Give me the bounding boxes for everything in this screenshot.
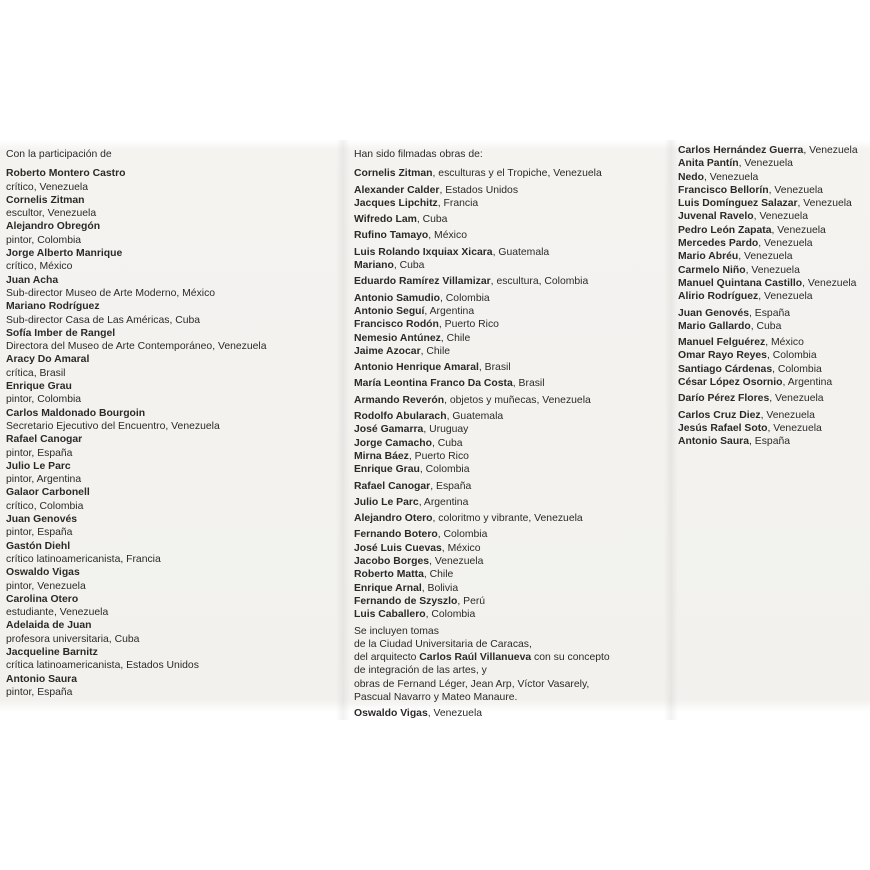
participant-role: pintor, España [6,527,73,539]
filmed-work-entry [678,290,858,303]
artist-name: Fernando de Szyszlo [354,595,458,607]
artist-detail: , Bolivia [421,582,459,594]
artist-name: Jorge Camacho [354,437,432,449]
artist-detail: , Colombia [440,292,490,304]
artist-name: María Leontina Franco Da Costa [354,378,513,390]
artist-detail: , Cuba [393,260,425,272]
filmed-work-entry [354,528,610,541]
artist-name: Mercedes Pardo [678,238,759,250]
artist-name: Luis Caballero [354,609,426,621]
filmed-works-column-continued [678,144,858,449]
participant-name: Galaor Carbonell [6,487,90,499]
filmed-work-entry [354,437,610,450]
artist-name: Francisco Rodón [354,319,439,331]
participant-name: Antonio Saura [6,673,78,685]
participant-name: Julio Le Parc [6,460,71,472]
artist-detail: , Uruguay [423,424,469,436]
participant-role: Directora del Museo de Arte Contemporáneo, Venezuela [6,341,267,353]
filmed-work-entry [678,336,858,349]
artist-detail: , México [765,337,804,349]
participants-intro: Con la participación de [6,149,112,160]
filmed-work-entry [354,542,610,555]
filmed-work-entry [678,320,858,333]
filmed-work-entry [354,450,610,463]
artist-detail: , Venezuela [797,198,852,210]
artist-name: Manuel Quintana Castillo [678,277,803,289]
filmed-work-entry [354,345,610,358]
filmed-work-entry [354,246,610,259]
artist-name: José Gamarra [354,424,424,436]
paragraph-line: Pascual Navarro y Mateo Manaure. [354,691,518,703]
artist-name: Nedo [678,171,704,183]
artist-detail: , Argentina [782,377,833,389]
artist-detail: , Venezuela [758,291,813,303]
paragraph-line: de integración de las artes, y [354,665,487,677]
artist-name: Jesús Rafael Soto [678,422,768,434]
participant-name: Sofía Imber de Rangel [6,327,116,339]
artist-detail: , Cuba [750,320,782,332]
participant-role: pintor, Colombia [6,234,82,246]
artist-detail: , Brasil [512,378,545,390]
artist-name: Cornelis Zitman [354,168,433,180]
filmed-work-entry [678,264,858,277]
participant-name: Cornelis Zitman [6,194,85,206]
filmed-work-entry [354,480,610,493]
artist-name: José Luis Cuevas [354,542,442,554]
filmed-work-entry [354,229,610,242]
artist-name: Luis Rolando Ixquiax Xicara [354,246,493,258]
artist-name: Eduardo Ramírez Villamizar [354,276,491,288]
artist-name: Oswaldo Vigas [354,708,428,720]
artist-name: Wifredo Lam [354,214,417,226]
artist-name: Rodolfo Abularach [354,411,447,423]
participant-role: pintor, Colombia [6,394,82,406]
artist-name: Carlos Hernández Guerra [678,145,804,156]
artist-detail: , Perú [457,595,486,607]
page-fold [336,140,350,720]
campus-paragraph [354,625,610,705]
paragraph-line: obras de Fernand Léger, Jean Arp, Víctor Vasarely, [354,678,590,690]
filmed-work-entry [354,512,610,525]
participant-name: Adelaida de Juan [6,620,92,632]
filmed-work-entry [678,277,858,290]
artist-detail: , Venezuela [738,251,793,263]
artist-detail: , Cuba [431,437,463,449]
artist-detail: , México [441,542,481,554]
artist-name: Mario Abréu [678,251,739,263]
participant-name: Carlos Maldonado Bourgoin [6,407,146,419]
artist-name: Juan Genovés [678,307,750,319]
filmed-work-entry [678,197,858,210]
artist-name: Nemesio Antúnez [354,332,441,344]
artist-detail: , Argentina [418,496,469,508]
paragraph-line: Se incluyen tomas [354,625,439,637]
participant-role: pintor, España [6,447,73,459]
participant-name: Juan Acha [6,274,59,286]
participant-role: pintor, España [6,686,73,698]
artist-name: Darío Pérez Flores [678,393,770,405]
artist-name: Juvenal Ravelo [678,211,754,223]
participant-role: pintor, Argentina [6,474,82,486]
filmed-work-entry [354,292,610,305]
filmed-work-entry [678,363,858,376]
artist-name: Antonio Henrique Amaral [354,362,479,374]
artist-detail: , Chile [420,345,451,357]
participant-name: Juan Genovés [6,514,78,526]
filmed-work-entry [354,423,610,436]
filmed-work-entry [354,582,610,595]
artist-detail: , Colombia [419,464,470,476]
participant-name: Gastón Diehl [6,540,71,552]
artist-name: Carmelo Niño [678,264,746,276]
filmed-work-entry [678,349,858,362]
filmed-work-entry [678,392,858,405]
artist-name: Jacques Lipchitz [354,197,438,209]
participant-role: estudiante, Venezuela [6,607,109,619]
filmed-work-entry [354,377,610,390]
participant-name: Jorge Alberto Manrique [6,248,123,260]
artist-name: Fernando Botero [354,529,438,541]
participant-name: Rafael Canogar [6,434,83,446]
participant-role: crítica latinoamericanista, Estados Unidos [6,660,199,672]
filmed-work-entry [354,184,610,197]
artist-detail: , España [749,307,791,319]
artist-name: Antonio Samudio [354,292,441,304]
artist-detail: , Francia [437,197,479,209]
artist-name: Omar Rayo Reyes [678,350,767,362]
artist-detail: , España [749,436,791,448]
filmed-work-entry [354,410,610,423]
artist-detail: , Puerto Rico [438,319,499,331]
artist-detail: , Puerto Rico [408,450,469,462]
participant-name: Aracy Do Amaral [6,354,90,366]
filmed-work-entry [354,167,610,180]
artist-detail: , Venezuela [703,171,759,183]
artist-detail: , México [428,230,467,242]
artist-detail: , Venezuela [760,409,815,421]
filmed-work-entry [678,422,858,435]
page-fold [664,140,678,720]
artist-detail: , esculturas y el Tropiche, Venezuela [432,168,602,180]
filmed-works-column [354,148,610,721]
artist-name: Carlos Cruz Diez [678,409,761,421]
filmed-work-entry [354,463,610,476]
participant-role: crítico, México [6,261,73,273]
filmed-work-entry [678,144,858,157]
artist-detail: , Venezuela [753,211,808,223]
filmed-work-entry [678,237,858,250]
filmed-work-entry [354,197,610,210]
artist-detail: , España [430,480,472,492]
artist-detail: , Venezuela [745,264,800,276]
artist-detail: , escultura, Colombia [490,276,589,288]
participant-role: escultor, Venezuela [6,208,97,220]
filmed-work-entry [678,184,858,197]
filmed-work-entry [354,213,610,226]
paragraph-line [354,651,610,664]
artist-name: Luis Domínguez Salazar [678,198,798,210]
filmed-works-intro: Han sido filmadas obras de: [354,149,483,160]
artist-name: Mirna Báez [354,450,409,462]
architect-name: Carlos Raúl Villanueva [419,652,532,664]
participant-role: crítico, Venezuela [6,181,89,193]
filmed-work-entry [354,595,610,608]
artist-detail: , Colombia [766,350,817,362]
filmed-work-entry [354,305,610,318]
artist-detail: , Colombia [772,363,822,375]
filmed-work-entry [354,275,610,288]
participant-name: Oswaldo Vigas [6,567,80,579]
artist-detail: , Argentina [424,305,475,317]
filmed-work-entry [678,307,858,320]
artist-name: Alexander Calder [354,184,440,196]
artist-name: Rafael Canogar [354,480,431,492]
artist-detail: , Venezuela [771,224,826,236]
artist-detail: , Venezuela [427,708,483,720]
participant-role: crítica, Brasil [6,367,66,379]
filmed-work-entry [678,435,858,448]
paragraph-text: del arquitecto [354,652,420,664]
filmed-work-entry [354,318,610,331]
filmed-work-entry [354,332,610,345]
artist-name: Mariano [354,260,394,272]
artist-detail: , Chile [440,332,471,344]
participant-role: Secretario Ejecutivo del Encuentro, Venezuela [6,420,220,432]
filmed-work-entry [678,171,858,184]
filmed-work-entry [678,157,858,170]
participant-name: Mariano Rodríguez [6,301,100,313]
artist-detail: , Estados Unidos [439,184,519,196]
artist-detail: , Guatemala [446,411,504,423]
participant-name: Jacqueline Barnitz [6,646,98,658]
artist-name: César López Osornio [678,377,783,389]
artist-name: Enrique Arnal [354,582,422,594]
filmed-work-entry [678,224,858,237]
participant-name: Roberto Montero Castro [6,168,126,180]
participant-name: Carolina Otero [6,593,79,605]
artist-detail: , Venezuela [758,238,813,250]
artist-name: Manuel Felguérez [678,337,766,349]
artist-name: Santiago Cárdenas [678,363,773,375]
paragraph-line: de la Ciudad Universitaria de Caracas, [354,638,532,650]
artist-detail: , objetos y muñecas, Venezuela [444,394,591,406]
artist-name: Alejandro Otero [354,513,433,525]
artist-name: Jacobo Borges [354,556,430,568]
participant-role: crítico, Colombia [6,500,84,512]
filmed-work-entry [678,376,858,389]
artist-name: Antonio Seguí [354,305,425,317]
participants-column [6,148,267,699]
participant-role: Sub-director Museo de Arte Moderno, México [6,287,216,299]
filmed-work-entry [678,250,858,263]
artist-detail: , Venezuela [767,422,822,434]
artist-name: Julio Le Parc [354,496,419,508]
artist-detail: , Venezuela [768,184,823,196]
artist-detail: , Venezuela [738,158,793,170]
artist-detail: , Guatemala [492,246,550,258]
filmed-work-entry [354,496,610,509]
artist-name: Armando Reverón [354,394,445,406]
artist-detail: , Colombia [425,609,476,621]
participant-role: Sub-director Casa de Las Américas, Cuba [6,314,201,326]
artist-name: Enrique Grau [354,464,420,476]
artist-detail: , Chile [423,569,454,581]
filmed-work-entry [354,707,610,720]
artist-name: Anita Pantín [678,158,739,170]
filmed-work-entry [678,409,858,422]
artist-detail: , coloritmo y vibrante, Venezuela [432,513,583,525]
artist-detail: , Venezuela [802,277,857,289]
filmed-work-entry [354,555,610,568]
artist-detail: , Brasil [478,362,511,374]
artist-detail: , Venezuela [429,556,484,568]
artist-detail: , Cuba [416,214,448,226]
artist-name: Antonio Saura [678,436,750,448]
paragraph-text: con su concepto [531,652,610,664]
filmed-work-entry [354,568,610,581]
artist-name: Mario Gallardo [678,320,751,332]
artist-name: Alirio Rodríguez [678,291,759,303]
participant-role: pintor, Venezuela [6,580,86,592]
filmed-work-entry [354,361,610,374]
artist-name: Francisco Bellorín [678,184,769,196]
filmed-work-entry [354,608,610,621]
filmed-work-entry [354,394,610,407]
filmed-work-entry [678,210,858,223]
artist-name: Roberto Matta [354,569,424,581]
artist-detail: , Venezuela [803,145,858,156]
artist-detail: , Venezuela [769,393,824,405]
filmed-works-list [354,167,610,621]
participant-name: Alejandro Obregón [6,221,101,233]
participant-role: crítico latinoamericanista, Francia [6,553,161,565]
participant-name: Enrique Grau [6,381,72,393]
artist-name: Pedro León Zapata [678,224,772,236]
artist-detail: , Colombia [437,529,488,541]
participant-role: profesora universitaria, Cuba [6,633,140,645]
artist-name: Jaime Azocar [354,345,421,357]
filmed-work-entry [354,259,610,272]
artist-name: Rufino Tamayo [354,230,429,242]
